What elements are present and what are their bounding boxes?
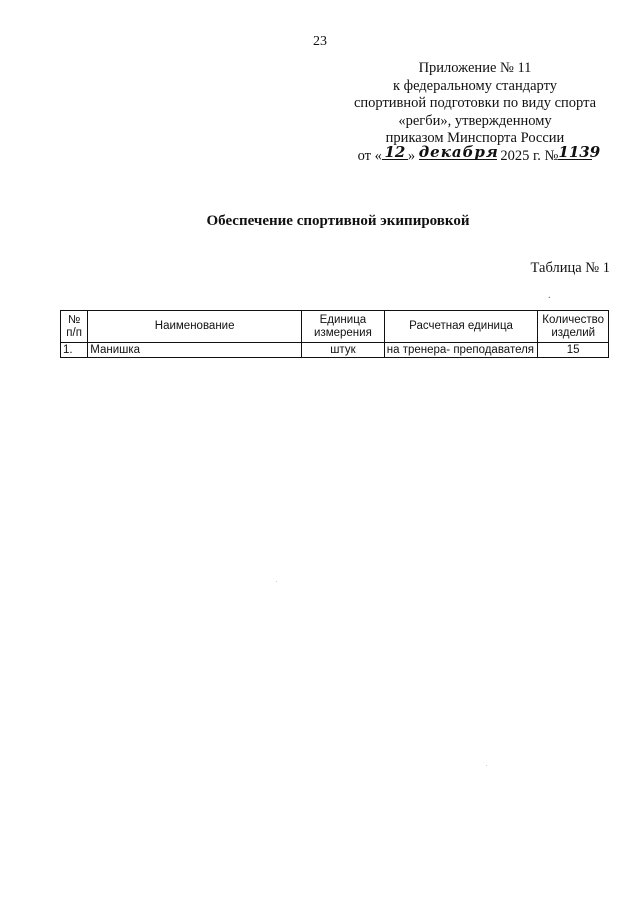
- scan-speck: .: [486, 762, 488, 768]
- appendix-line: к федеральному стандарту: [393, 77, 557, 94]
- header-qty: Количество изделий: [538, 311, 609, 343]
- cell-num: 1.: [61, 343, 88, 358]
- date-separator: »: [407, 147, 416, 164]
- table-label: Таблица № 1: [530, 260, 610, 276]
- handwritten-order-number: 1139: [558, 142, 601, 161]
- header-num: № п/п: [61, 311, 88, 343]
- equipment-table: [60, 310, 609, 358]
- appendix-line: Приложение № 11: [418, 60, 532, 76]
- cell-name: Манишка: [88, 343, 302, 358]
- document-title: Обеспечение спортивной экипировкой: [206, 213, 470, 229]
- header-unit: Единица измерения: [302, 311, 385, 343]
- header-name: Наименование: [88, 311, 302, 343]
- order-date-line: [330, 142, 620, 166]
- appendix-block: [330, 60, 620, 165]
- date-prefix: от «: [357, 147, 382, 164]
- table-header-row: [61, 311, 609, 343]
- scan-mark: .: [548, 290, 551, 301]
- appendix-line: спортивной подготовки по виду спорта: [353, 95, 597, 111]
- cell-unit: штук: [302, 343, 385, 358]
- cell-calc: на тренера- преподавателя: [384, 343, 538, 358]
- handwritten-day: 12: [382, 145, 408, 160]
- table-row: [61, 343, 609, 358]
- handwritten-month: декабря: [418, 142, 499, 161]
- scan-speck: .: [276, 578, 278, 584]
- appendix-line: приказом Минспорта России: [385, 130, 565, 146]
- page-number: 23: [313, 34, 327, 49]
- date-year: 2025 г. №: [500, 147, 559, 164]
- appendix-line: «регби», утвержденному: [398, 112, 552, 129]
- header-calc: Расчетная единица: [384, 311, 538, 343]
- cell-qty: 15: [538, 343, 609, 358]
